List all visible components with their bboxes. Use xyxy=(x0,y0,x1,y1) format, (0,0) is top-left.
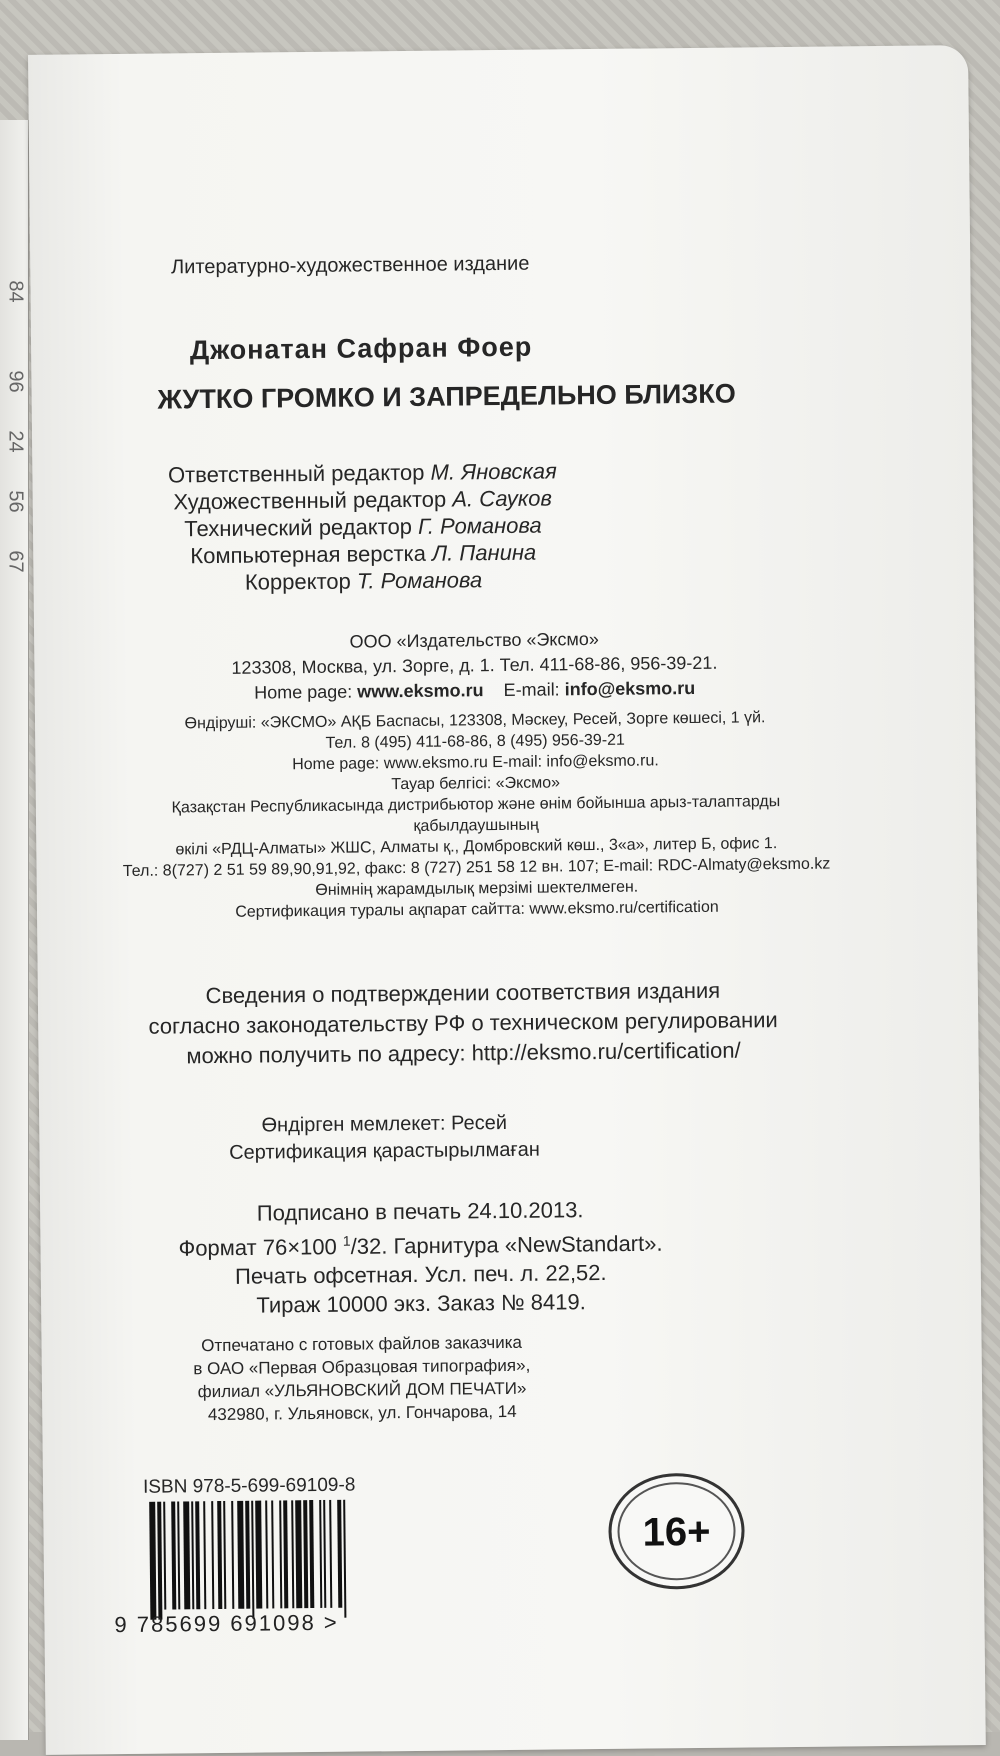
publisher-name: ООО «Издательство «Эксмо» xyxy=(349,628,599,652)
kz-line: Тел.: 8(727) 2 51 59 89,90,91,92, факс: 8 (727) 251 58 12 вн. 107; E-mail: RDC-Almaty@eksmo.kz xyxy=(122,855,831,880)
kz-line: қабылдаушының xyxy=(413,816,539,835)
edge-digit: 24 xyxy=(4,430,27,453)
kz-line: Қазақстан Республикасында дистрибьютор және өнім бойынша арыз-талаптарды xyxy=(171,793,781,817)
printer-line: Отпечатано с готовых файлов заказчика xyxy=(201,1332,523,1356)
edge-digit: 56 xyxy=(4,490,27,513)
isbn-number: ISBN 978-5-699-69109-8 xyxy=(142,1474,356,1498)
format-line: Формат 76×100 $^1$/32. Гарнитура «NewStandart». xyxy=(178,1230,663,1261)
publisher-block xyxy=(4,623,945,708)
signed-date: Подписано в печать 24.10.2013. xyxy=(256,1197,584,1226)
kz-line: Өндіруші: «ЭКСМО» АҚБ Баспасы, 123308, Мәскеу, Ресей, Зорге көшесі, 1 үй. xyxy=(184,709,766,733)
kazakh-info-block xyxy=(5,705,947,925)
kz-line: өкілі «РДЦ-Алматы» ЖШС, Алматы қ., Домбровский көш., 3«а», литер Б, офис 1. xyxy=(175,835,778,859)
age-rating-badge xyxy=(608,1473,745,1590)
kz-line: Тауар белгісі: «Эксмо» xyxy=(391,774,561,794)
credit-name: А. Сауков xyxy=(452,485,553,512)
country-line: Өндірген мемлекет: Ресей xyxy=(261,1111,508,1137)
barcode-icon xyxy=(147,1499,438,1622)
credit-name: Л. Панина xyxy=(431,539,537,566)
credit-role: Технический редактор xyxy=(184,513,413,542)
publisher-email: info@eksmo.ru xyxy=(564,677,696,700)
publisher-address: 123308, Москва, ул. Зорге, д. 1. Тел. 411-68-86, 956-39-21. xyxy=(231,652,718,678)
credit-role: Корректор xyxy=(244,568,351,595)
credit-name: Г. Романова xyxy=(417,512,542,539)
credit-name: Т. Романова xyxy=(356,567,483,594)
kz-line: Өнімнің жарамдылық мерзімі шектелмеген. xyxy=(315,878,639,899)
publisher-homepage: www.eksmo.ru xyxy=(357,680,484,702)
print-run: Тираж 10000 экз. Заказ № 8419. xyxy=(256,1289,586,1318)
country-block xyxy=(0,1106,855,1170)
credit-name: М. Яновская xyxy=(430,458,557,485)
conformity-line: Сведения о подтверждении соответствия издания xyxy=(205,977,721,1009)
printer-block xyxy=(0,1328,832,1430)
edition-type: Литературно-художественное издание xyxy=(170,252,530,279)
credit-role: Компьютерная верстка xyxy=(190,540,427,569)
kz-line: Сертификация туралы ақпарат сайтта: www.eksmo.ru/certification xyxy=(235,898,719,921)
barcode-digits: 9 785699 691098 > xyxy=(114,1609,339,1638)
age-rating-label: 16+ xyxy=(642,1509,711,1555)
author-name: Джонатан Сафран Фоер xyxy=(189,331,533,366)
book-title: ЖУТКО ГРОМКО И ЗАПРЕДЕЛЬНО БЛИЗКО xyxy=(157,378,736,415)
country-line: Сертификация қарастырылмаған xyxy=(229,1138,540,1164)
offset-line: Печать офсетная. Усл. печ. л. 22,52. xyxy=(234,1260,607,1290)
credit-role: Художественный редактор xyxy=(173,486,447,515)
printer-line: 432980, г. Ульяновск, ул. Гончарова, 14 xyxy=(207,1401,517,1425)
edge-digit: 96 xyxy=(4,370,27,393)
credits-block xyxy=(0,455,834,600)
printer-line: в ОАО «Первая Образцовая типография», xyxy=(193,1355,531,1379)
edge-digit: 67 xyxy=(4,550,27,573)
conformity-block xyxy=(0,973,934,1073)
edge-digit: 84 xyxy=(4,280,27,303)
kz-line: Тел. 8 (495) 411-68-86, 8 (495) 956-39-21 xyxy=(325,731,625,752)
colophon-page xyxy=(28,45,986,1755)
publisher-contacts: Home page: www.eksmo.ru E-mail: info@eksmo.ru xyxy=(254,677,696,703)
credit-role: Ответственный редактор xyxy=(167,459,425,488)
kz-line: Home page: www.eksmo.ru E-mail: info@eksmo.ru. xyxy=(292,752,659,774)
print-info-block xyxy=(0,1192,891,1323)
conformity-line: можно получить по адресу: http://eksmo.ru/certification/ xyxy=(186,1037,741,1069)
printer-line: филиал «УЛЬЯНОВСКИЙ ДОМ ПЕЧАТИ» xyxy=(197,1378,527,1402)
conformity-line: согласно законодательству РФ о техническом регулировании xyxy=(148,1007,778,1039)
